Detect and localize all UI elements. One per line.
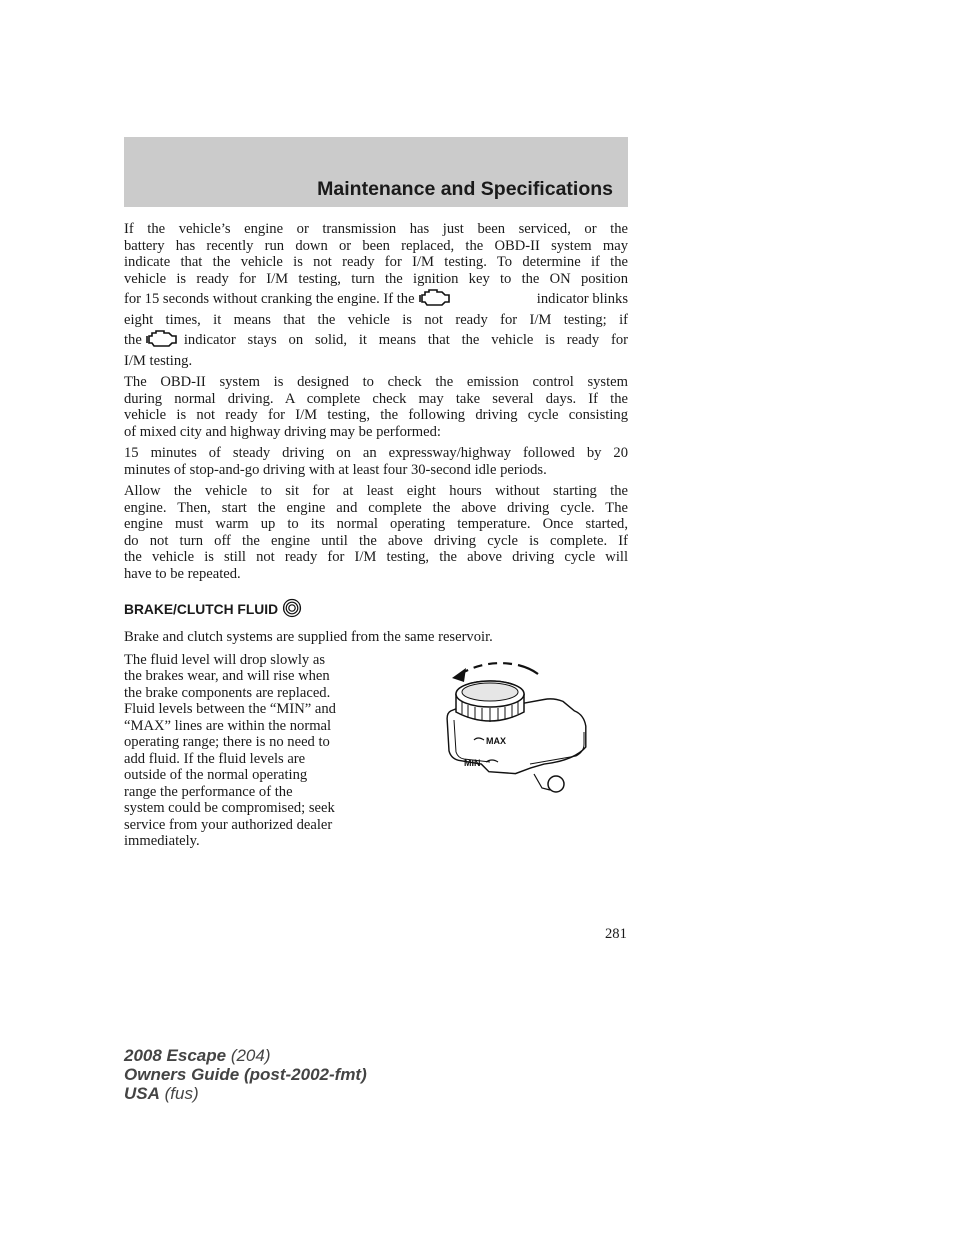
paragraph-im-testing: If the vehicle’s engine or transmission has just been serviced, or the battery has recently run down or been replaced, the OBD-II system may indicate that the vehicle is not ready for I/M testing. To determine if the vehicle is ready for I/M testing, turn the ignition key to the ON position for 15 seconds without cranking the engine. If the indicator blinks eight times, it means that the vehicle is not ready for I/M testing; if the indicator stays on solid, it means that the vehicle is ready for I/M testing.	[124, 221, 628, 369]
check-engine-icon	[146, 328, 180, 353]
brake-fluid-icon	[282, 598, 302, 621]
brake-fluid-heading: BRAKE/CLUTCH FLUID	[124, 598, 628, 621]
document-footer: 2008 Escape (204) Owners Guide (post-2002-fmt) USA (fus)	[124, 1046, 367, 1103]
section-title: Maintenance and Specifications	[317, 178, 613, 200]
paragraph-driving-cycle: 15 minutes of steady driving on an expressway/highway followed by 20 minutes of stop-and-go driving with at least four 30-second idle periods.	[124, 445, 628, 478]
min-label: MIN	[464, 757, 481, 768]
section-header-band	[124, 137, 628, 207]
page-content	[124, 221, 628, 850]
brake-intro: Brake and clutch systems are supplied from the same reservoir.	[124, 629, 493, 645]
check-engine-icon	[419, 287, 453, 312]
page-number: 281	[605, 926, 627, 942]
paragraph-allow-vehicle: Allow the vehicle to sit for at least eight hours without starting the engine. Then, start the engine and complete the above driving cycle. The engine must warm up to its normal operating temperature. Once started, do not turn off the engine until the above driving cycle is complete. If the vehicle is still not ready for I/M testing, the above driving cycle will have to be repeated.	[124, 483, 628, 582]
max-label: MAX	[486, 735, 506, 746]
brake-reservoir-illustration	[430, 652, 590, 802]
paragraph-obd-system: The OBD-II system is designed to check the emission control system during normal driving. A complete check may take several days. If the vehicle is not ready for I/M testing, the following driving cycle consisting of mixed city and highway driving may be performed:	[124, 374, 628, 440]
brake-fluid-section	[124, 652, 628, 850]
brake-fluid-description: The fluid level will drop slowly as the brakes wear, and will rise when the brake components are replaced. Fluid levels between the “MIN” and “MAX” lines are within the normal operating range; there is no need to add fluid. If the fluid levels are outside of the normal operating range the performance of the system could be compromised; seek service from your authorized dealer immediately.	[124, 651, 336, 849]
